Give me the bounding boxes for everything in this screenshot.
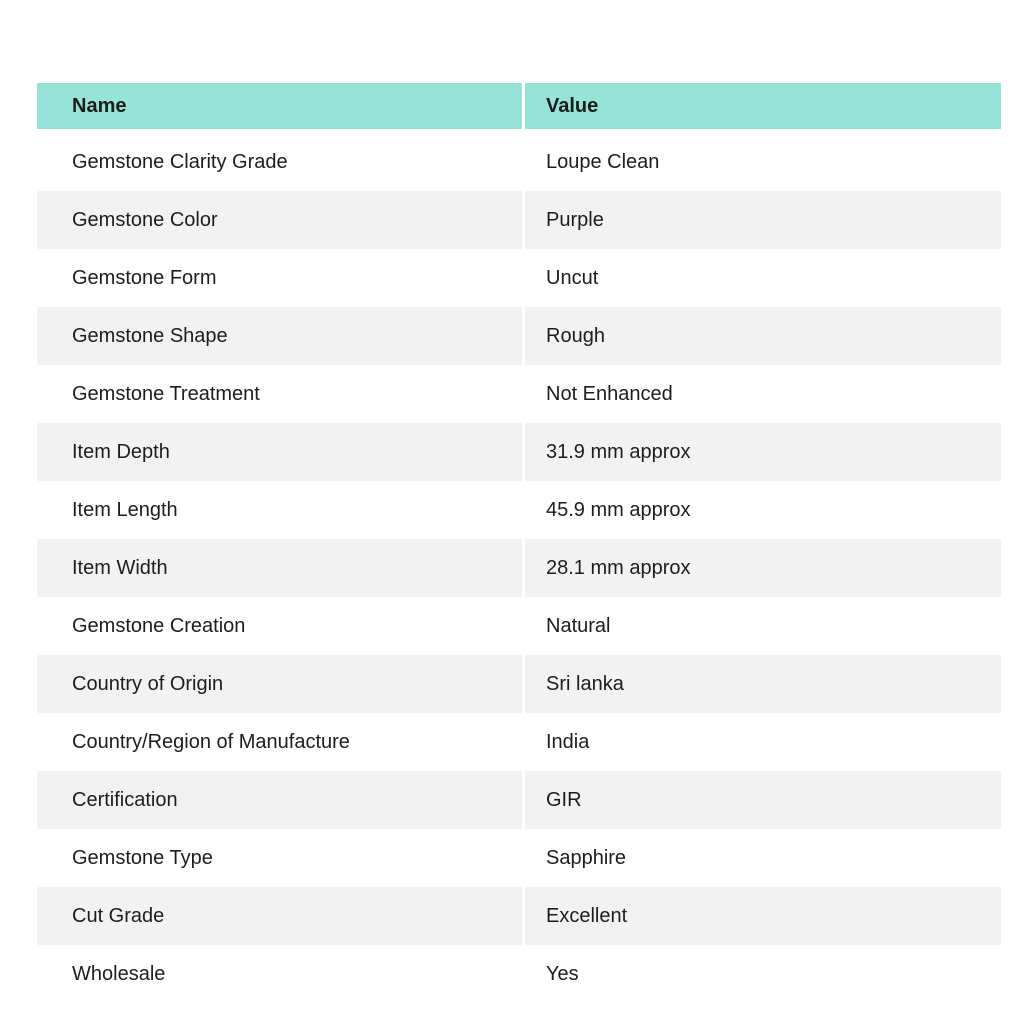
specs-table [37, 83, 1001, 1003]
spec-name-cell: Certification [37, 771, 525, 829]
spec-value-cell: Purple [525, 191, 1001, 249]
column-header-name: Name [37, 83, 525, 133]
spec-name-cell: Country of Origin [37, 655, 525, 713]
spec-name-cell: Gemstone Type [37, 829, 525, 887]
specs-table-body [37, 133, 1001, 1003]
spec-value-cell: Uncut [525, 249, 1001, 307]
spec-value-cell: 31.9 mm approx [525, 423, 1001, 481]
spec-name-cell: Item Depth [37, 423, 525, 481]
spec-name-cell: Gemstone Color [37, 191, 525, 249]
spec-value-cell: Loupe Clean [525, 133, 1001, 191]
table-row [37, 945, 1001, 1003]
table-row [37, 423, 1001, 481]
spec-value-cell: Excellent [525, 887, 1001, 945]
spec-value-cell: 28.1 mm approx [525, 539, 1001, 597]
table-row [37, 829, 1001, 887]
table-row [37, 365, 1001, 423]
specs-table-head [37, 83, 1001, 133]
table-row [37, 539, 1001, 597]
spec-name-cell: Cut Grade [37, 887, 525, 945]
table-row [37, 481, 1001, 539]
spec-name-cell: Gemstone Shape [37, 307, 525, 365]
table-row [37, 771, 1001, 829]
spec-value-cell: Yes [525, 945, 1001, 1003]
spec-value-cell: Natural [525, 597, 1001, 655]
spec-name-cell: Item Length [37, 481, 525, 539]
spec-value-cell: India [525, 713, 1001, 771]
table-row [37, 713, 1001, 771]
spec-value-cell: Sri lanka [525, 655, 1001, 713]
spec-name-cell: Gemstone Treatment [37, 365, 525, 423]
table-row [37, 307, 1001, 365]
spec-value-cell: Not Enhanced [525, 365, 1001, 423]
spec-value-cell: Sapphire [525, 829, 1001, 887]
specs-table-container [37, 83, 1001, 1003]
spec-name-cell: Wholesale [37, 945, 525, 1003]
spec-value-cell: 45.9 mm approx [525, 481, 1001, 539]
spec-name-cell: Gemstone Clarity Grade [37, 133, 525, 191]
table-row [37, 887, 1001, 945]
spec-value-cell: GIR [525, 771, 1001, 829]
spec-name-cell: Gemstone Form [37, 249, 525, 307]
table-row [37, 249, 1001, 307]
header-row [37, 83, 1001, 133]
table-row [37, 597, 1001, 655]
table-row [37, 655, 1001, 713]
spec-name-cell: Country/Region of Manufacture [37, 713, 525, 771]
table-row [37, 133, 1001, 191]
column-header-value: Value [525, 83, 1001, 133]
spec-name-cell: Item Width [37, 539, 525, 597]
spec-name-cell: Gemstone Creation [37, 597, 525, 655]
spec-value-cell: Rough [525, 307, 1001, 365]
table-row [37, 191, 1001, 249]
